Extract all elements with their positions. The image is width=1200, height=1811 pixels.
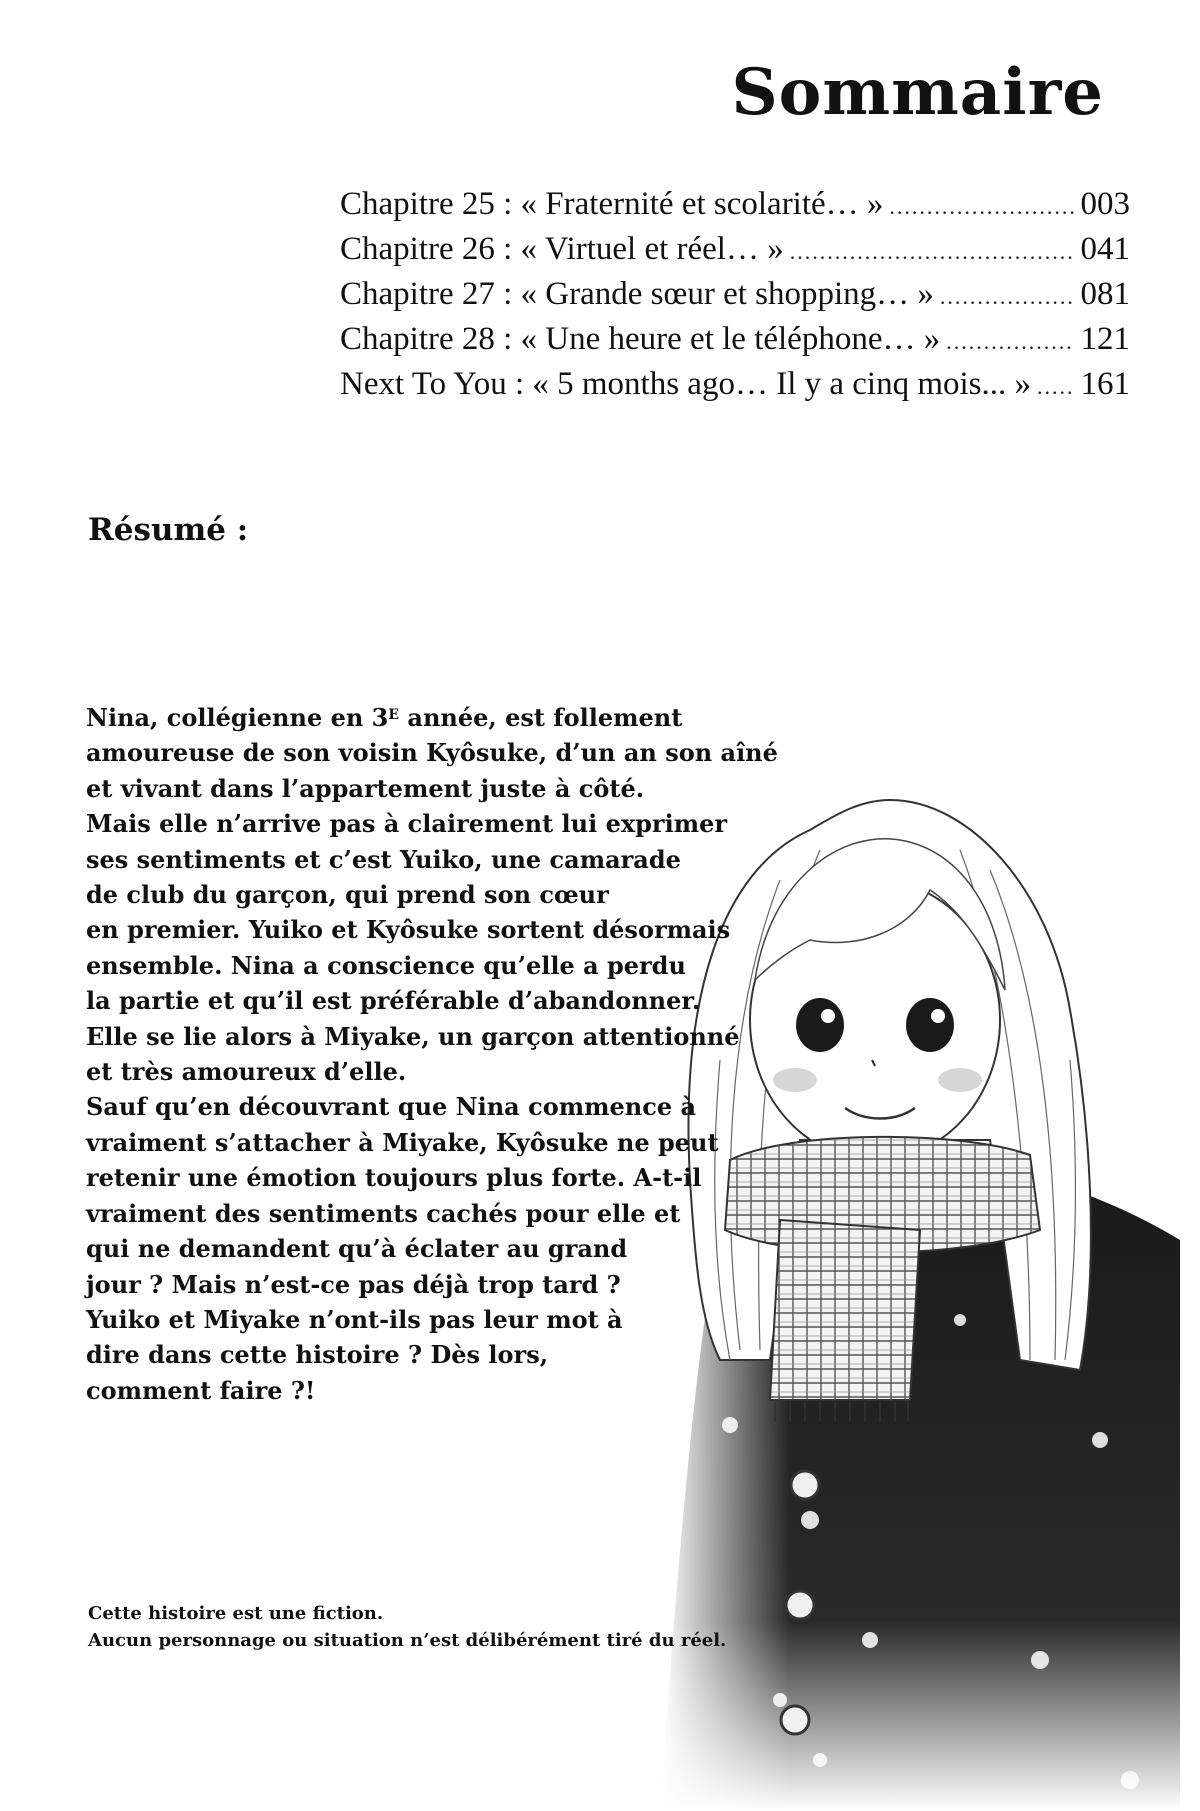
- summary-line: Sauf qu’en découvrant que Nina commence à: [86, 1092, 697, 1122]
- toc-entry-label: Chapitre 28 : « Une heure et le téléphone… »: [340, 321, 941, 357]
- toc-entry-label: Chapitre 26 : « Virtuel et réel… »: [340, 231, 784, 267]
- toc-entry: [340, 183, 1130, 228]
- summary-line: de club du garçon, qui prend son cœur: [86, 880, 609, 910]
- toc-leader-dots: [889, 186, 1074, 228]
- toc-entry: [340, 318, 1130, 363]
- summary-line: et très amoureux d’elle.: [86, 1057, 407, 1087]
- summary-line: Mais elle n’arrive pas à clairement lui exprimer: [86, 809, 728, 839]
- summary-line-end: année, est follement: [399, 703, 683, 732]
- toc-entry-page: 081: [1080, 276, 1130, 312]
- summary-line: vraiment des sentiments cachés pour elle et: [86, 1198, 681, 1228]
- disclaimer-line: Aucun personnage ou situation n’est délibérément tiré du réel.: [88, 1630, 727, 1651]
- summary-line: ensemble. Nina a conscience qu’elle a perdu: [86, 950, 686, 980]
- toc-entry-page: 121: [1080, 321, 1130, 357]
- summary-line: Elle se lie alors à Miyake, un garçon attentionné: [86, 1021, 740, 1051]
- summary-line: Yuiko et Miyake n’ont-ils pas leur mot à: [86, 1304, 623, 1334]
- toc-entry: [340, 363, 1130, 408]
- summary-line: jour ? Mais n’est-ce pas déjà trop tard ?: [86, 1269, 621, 1299]
- disclaimer-line: Cette histoire est une fiction.: [88, 1603, 384, 1624]
- toc-entry-page: 041: [1080, 231, 1130, 267]
- summary-line: [86, 700, 786, 735]
- toc-entry-label: Chapitre 25 : « Fraternité et scolarité… »: [340, 186, 884, 222]
- toc-entry-page: 161: [1080, 366, 1130, 402]
- summary-text: [86, 700, 786, 1408]
- summary-heading: Résumé :: [88, 512, 249, 548]
- summary-line: en premier. Yuiko et Kyôsuke sortent désormais: [86, 915, 731, 945]
- summary-line: la partie et qu’il est préférable d’abandonner.: [86, 986, 701, 1016]
- toc-entry: [340, 273, 1130, 318]
- page-title: Sommaire: [731, 55, 1104, 130]
- grade-superscript: E: [388, 707, 400, 723]
- summary-line: retenir une émotion toujours plus forte. A-t-il: [86, 1163, 702, 1193]
- toc-entry: [340, 228, 1130, 273]
- toc-leader-dots: [790, 231, 1075, 273]
- summary-line: qui ne demandent qu’à éclater au grand: [86, 1234, 628, 1264]
- fiction-disclaimer: [88, 1600, 726, 1654]
- summary-line-start: Nina, collégienne en 3: [86, 703, 389, 732]
- summary-line: comment faire ?!: [86, 1375, 316, 1405]
- summary-line: amoureuse de son voisin Kyôsuke, d’un an son aîné: [86, 738, 778, 768]
- summary-line: vraiment s’attacher à Miyake, Kyôsuke ne peut: [86, 1127, 719, 1157]
- toc-leader-dots: [940, 276, 1075, 318]
- toc-entry-label: Chapitre 27 : « Grande sœur et shopping… »: [340, 276, 934, 312]
- toc-entry-page: 003: [1080, 186, 1130, 222]
- toc-leader-dots: [946, 321, 1074, 363]
- summary-line: et vivant dans l’appartement juste à côté.: [86, 773, 645, 803]
- table-of-contents: [340, 183, 1130, 408]
- toc-entry-label: Next To You : « 5 months ago… Il y a cinq mois... »: [340, 366, 1032, 402]
- summary-line: dire dans cette histoire ? Dès lors,: [86, 1340, 549, 1370]
- toc-leader-dots: [1037, 366, 1074, 408]
- summary-line: ses sentiments et c’est Yuiko, une camarade: [86, 844, 681, 874]
